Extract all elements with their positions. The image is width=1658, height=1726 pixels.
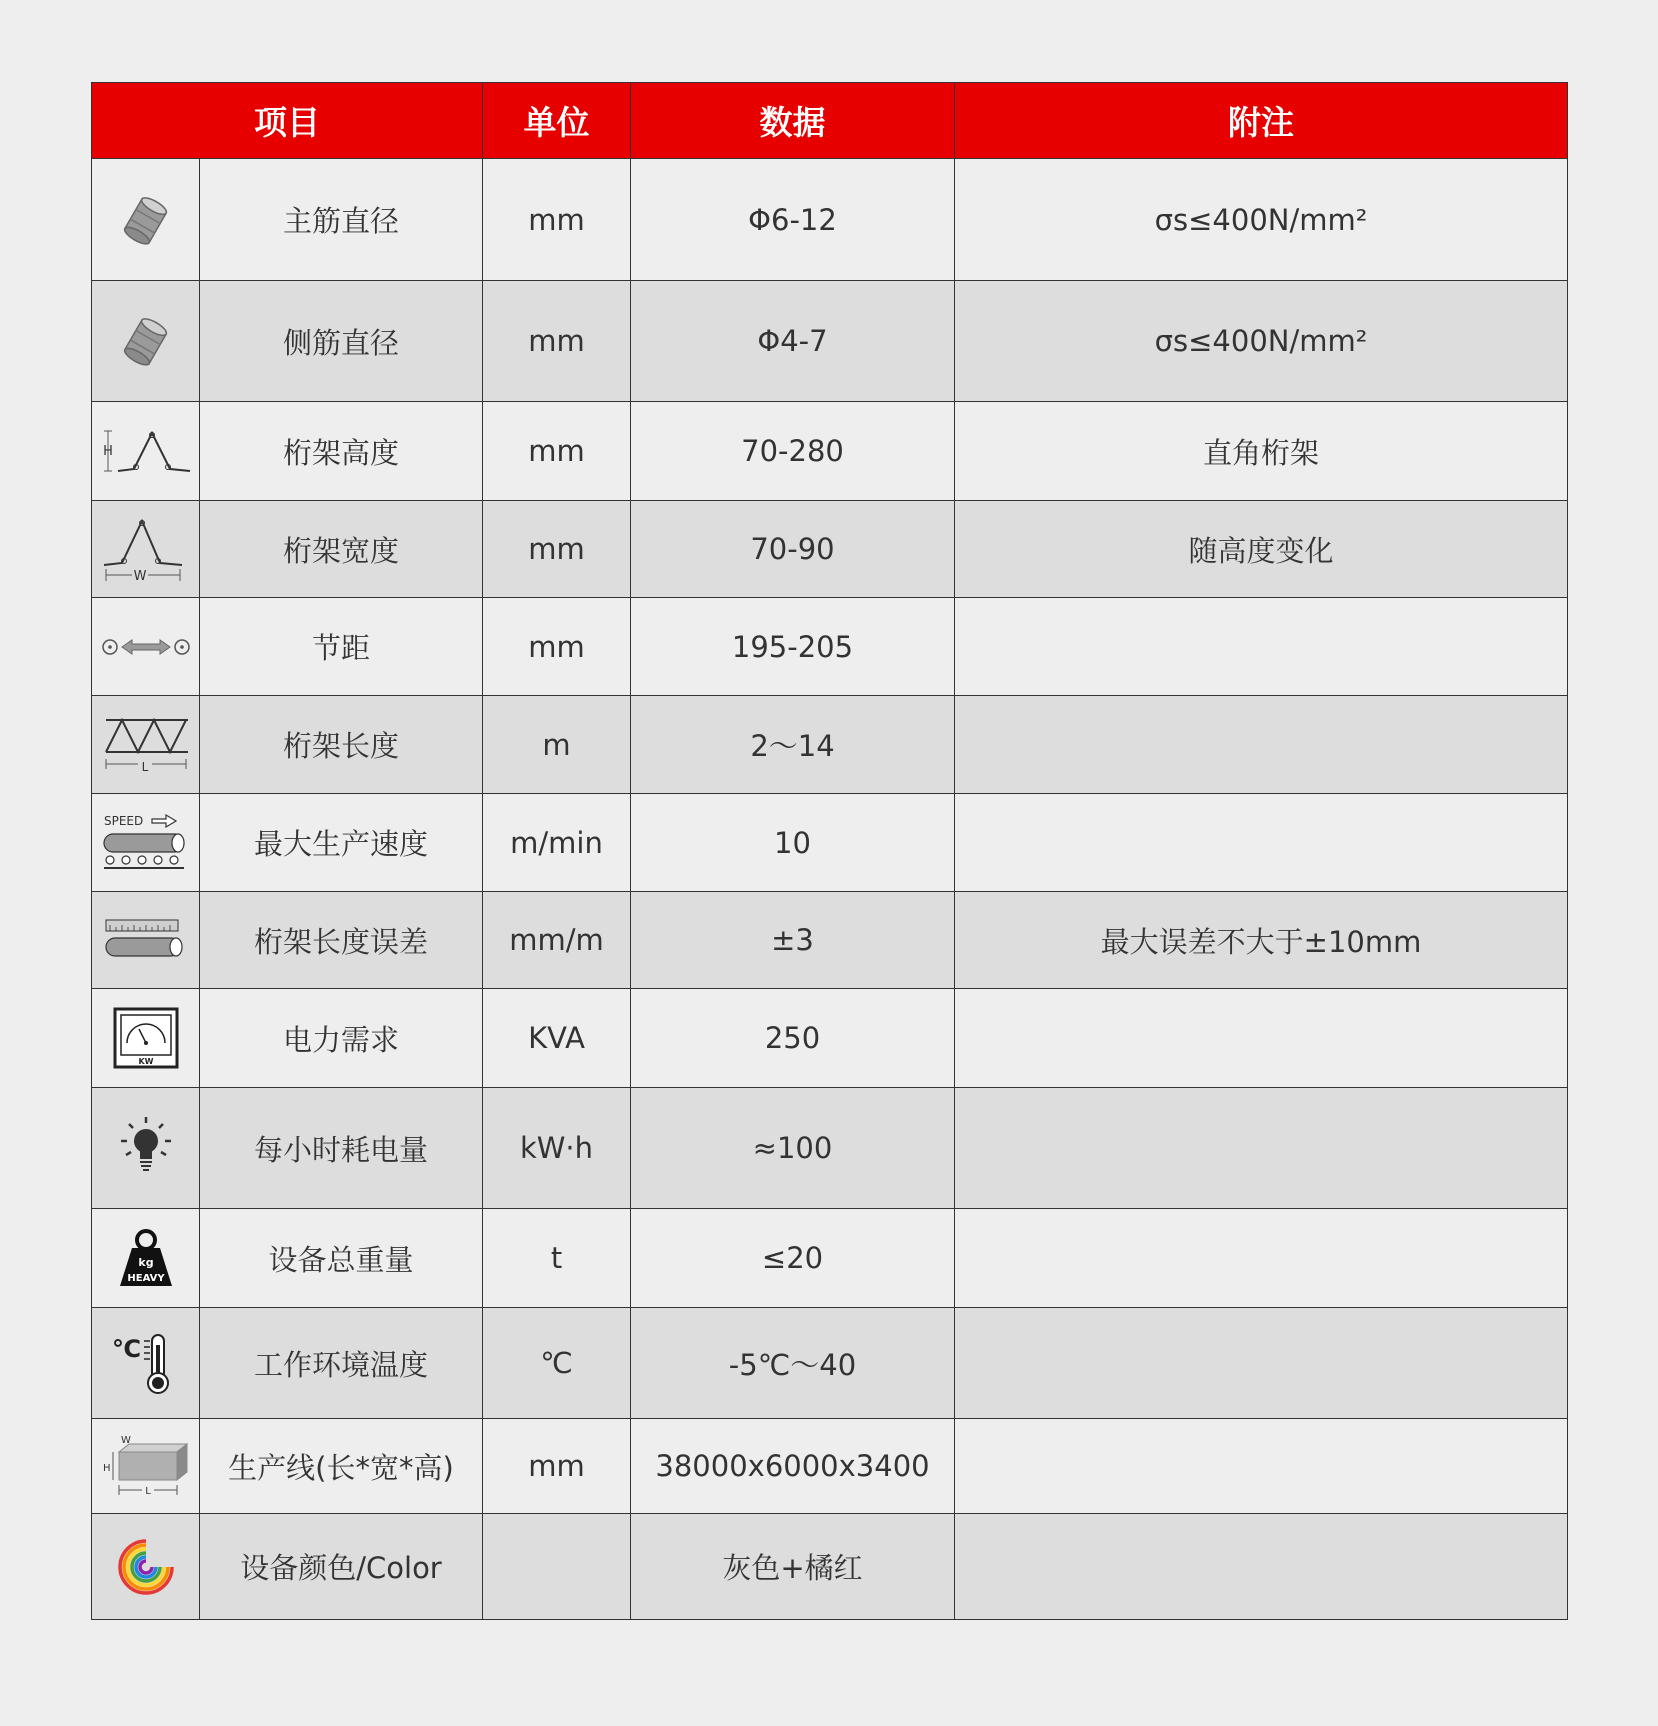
row-note [955, 989, 1568, 1088]
speed-label: SPEED [103, 813, 143, 828]
table-row [92, 159, 1568, 281]
row-name: 桁架高度 [200, 402, 483, 501]
row-name: 电力需求 [200, 989, 483, 1088]
table-row [92, 892, 1568, 989]
truss-length-icon [100, 714, 192, 776]
row-name: 工作环境温度 [200, 1308, 483, 1419]
truss-height-icon [98, 421, 194, 481]
row-value: 10 [631, 794, 955, 892]
row-unit: mm [483, 1419, 631, 1514]
rebar-icon [116, 190, 176, 250]
row-note [955, 1514, 1568, 1620]
row-icon-cell [92, 989, 200, 1088]
row-note [955, 598, 1568, 696]
row-value: 250 [631, 989, 955, 1088]
power-label: KW [137, 1057, 154, 1066]
row-unit: mm/m [483, 892, 631, 989]
ruler-icon [104, 918, 188, 962]
row-value: ±3 [631, 892, 955, 989]
box-l-label: L [144, 1486, 151, 1497]
row-icon-cell [92, 1088, 200, 1209]
row-icon-cell [92, 281, 200, 402]
row-note: 最大误差不大于±10mm [955, 892, 1568, 989]
speed-icon [102, 813, 190, 873]
box-w-label: W [120, 1435, 131, 1446]
row-note: σs≤400N/mm² [955, 281, 1568, 402]
row-unit: kW·h [483, 1088, 631, 1209]
thermometer-icon [110, 1331, 182, 1395]
spec-table [91, 82, 1568, 1620]
box-h-label: H [102, 1463, 111, 1474]
pitch-icon [98, 632, 194, 662]
row-icon-cell [92, 402, 200, 501]
row-icon-cell [92, 696, 200, 794]
row-unit: m [483, 696, 631, 794]
truss-width-icon [98, 513, 194, 585]
row-unit: mm [483, 402, 631, 501]
row-unit: m/min [483, 794, 631, 892]
row-icon-cell [92, 1209, 200, 1308]
row-name: 侧筋直径 [200, 281, 483, 402]
table-row [92, 402, 1568, 501]
row-value: 灰色+橘红 [631, 1514, 955, 1620]
row-value: 70-90 [631, 501, 955, 598]
row-unit: KVA [483, 989, 631, 1088]
row-unit: ℃ [483, 1308, 631, 1419]
row-icon-cell [92, 794, 200, 892]
row-icon-cell [92, 1419, 200, 1514]
weight-heavy-label: HEAVY [126, 1273, 165, 1284]
table-row [92, 281, 1568, 402]
header-unit: 单位 [483, 83, 631, 159]
table-row [92, 794, 1568, 892]
row-value: -5℃～40 [631, 1308, 955, 1419]
table-row [92, 1514, 1568, 1620]
weight-kg-label: kg [137, 1256, 154, 1269]
weight-icon [118, 1228, 174, 1288]
row-note: 随高度变化 [955, 501, 1568, 598]
row-value: Φ4-7 [631, 281, 955, 402]
row-unit: t [483, 1209, 631, 1308]
table-row [92, 1308, 1568, 1419]
row-value: 38000x6000x3400 [631, 1419, 955, 1514]
row-unit [483, 1514, 631, 1620]
row-value: ≤20 [631, 1209, 955, 1308]
row-note: σs≤400N/mm² [955, 159, 1568, 281]
row-icon-cell [92, 892, 200, 989]
row-icon-cell [92, 159, 200, 281]
row-unit: mm [483, 281, 631, 402]
row-note [955, 1419, 1568, 1514]
table-row [92, 1088, 1568, 1209]
row-name: 节距 [200, 598, 483, 696]
row-name: 桁架宽度 [200, 501, 483, 598]
row-note [955, 794, 1568, 892]
row-icon-cell [92, 1514, 200, 1620]
row-icon-cell [92, 501, 200, 598]
table-row [92, 598, 1568, 696]
row-name: 生产线(长*宽*高) [200, 1419, 483, 1514]
row-name: 最大生产速度 [200, 794, 483, 892]
dimensions-box-icon [101, 1434, 191, 1498]
power-meter-icon [113, 1007, 179, 1069]
temp-label: ℃ [111, 1335, 141, 1363]
row-name: 设备总重量 [200, 1209, 483, 1308]
table-row [92, 1419, 1568, 1514]
table-row [92, 989, 1568, 1088]
row-note [955, 1308, 1568, 1419]
header-item: 项目 [92, 83, 483, 159]
row-value: 2～14 [631, 696, 955, 794]
table-header-row [92, 83, 1568, 159]
rebar-icon [116, 311, 176, 371]
row-unit: mm [483, 598, 631, 696]
truss-height-label: H [102, 444, 113, 459]
row-note [955, 696, 1568, 794]
header-data: 数据 [631, 83, 955, 159]
row-note [955, 1088, 1568, 1209]
row-name: 设备颜色/Color [200, 1514, 483, 1620]
row-icon-cell [92, 1308, 200, 1419]
row-name: 主筋直径 [200, 159, 483, 281]
table-row [92, 1209, 1568, 1308]
row-unit: mm [483, 159, 631, 281]
table-row [92, 501, 1568, 598]
truss-length-label: L [141, 759, 148, 774]
row-name: 桁架长度 [200, 696, 483, 794]
row-value: 195-205 [631, 598, 955, 696]
row-icon-cell [92, 598, 200, 696]
row-name: 桁架长度误差 [200, 892, 483, 989]
header-note: 附注 [955, 83, 1568, 159]
row-unit: mm [483, 501, 631, 598]
row-note [955, 1209, 1568, 1308]
row-name: 每小时耗电量 [200, 1088, 483, 1209]
row-note: 直角桁架 [955, 402, 1568, 501]
row-value: ≈100 [631, 1088, 955, 1209]
row-value: Φ6-12 [631, 159, 955, 281]
truss-width-label: W [133, 569, 146, 584]
light-bulb-icon [116, 1115, 176, 1181]
row-value: 70-280 [631, 402, 955, 501]
color-wheel-icon [114, 1535, 178, 1599]
table-row [92, 696, 1568, 794]
